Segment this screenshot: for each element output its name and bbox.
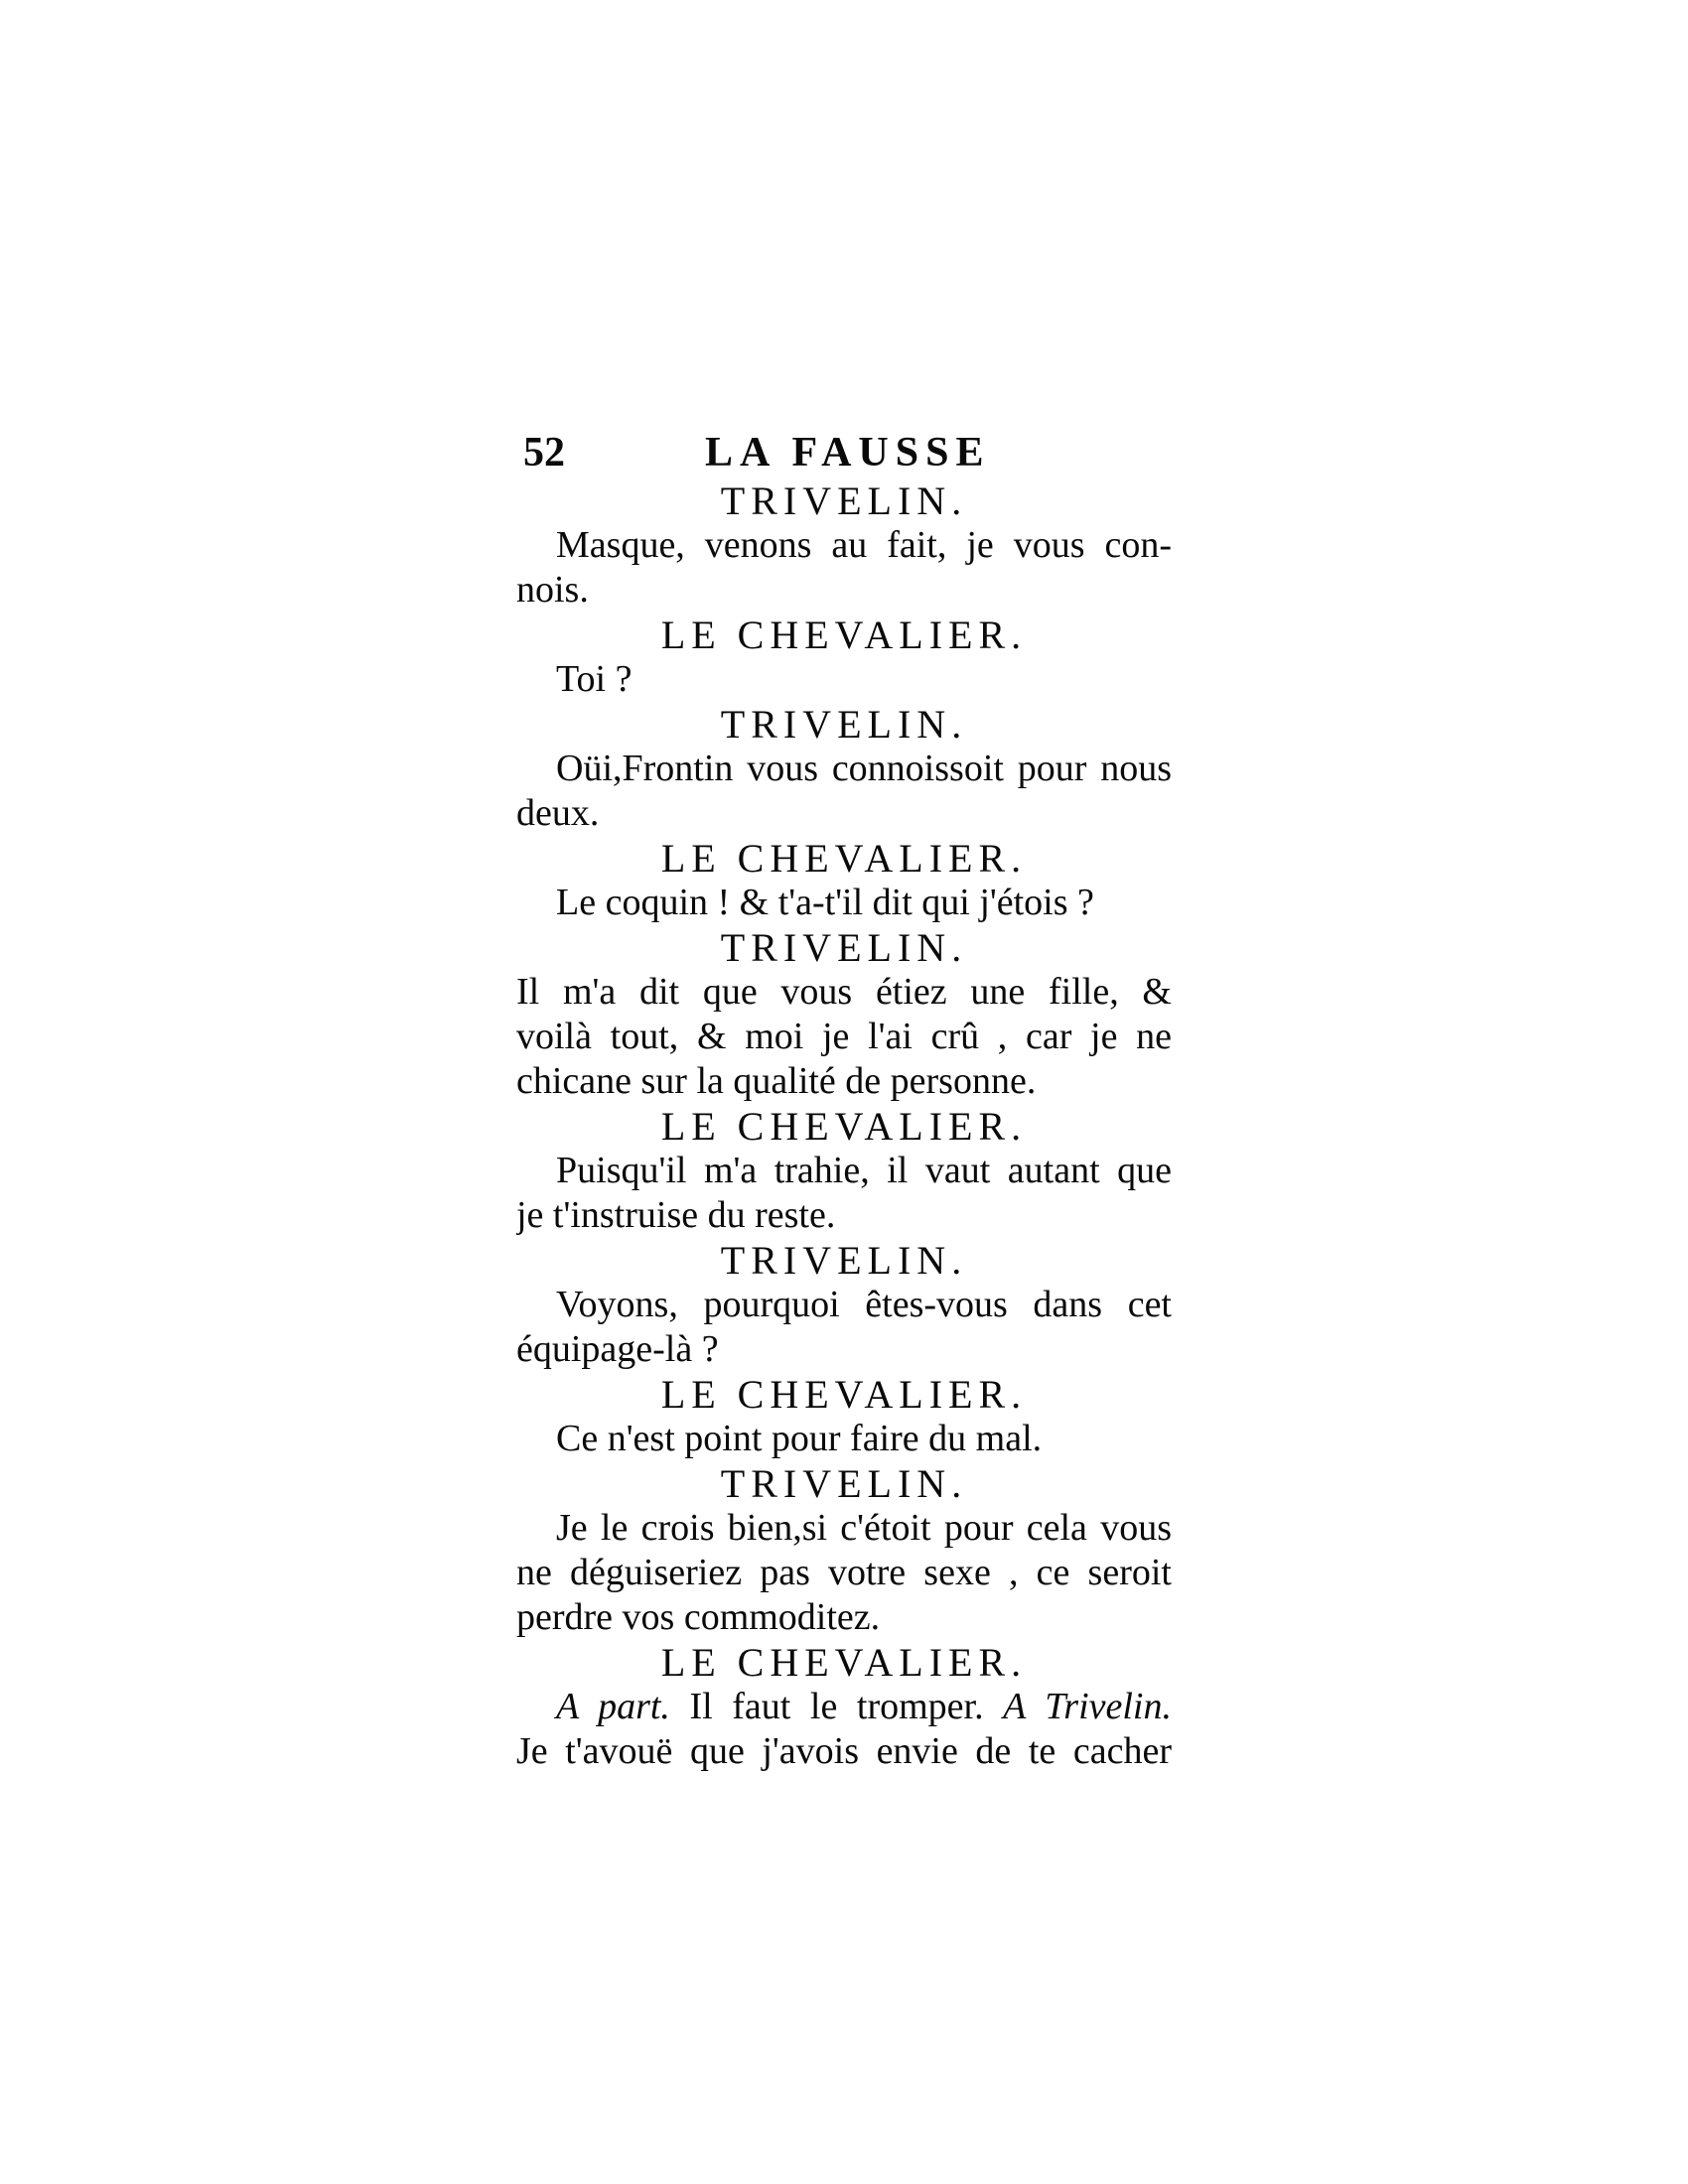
stage-direction: A Trivelin. [1003, 1686, 1172, 1727]
speech-line: perdre vos commoditez. [516, 1596, 881, 1638]
speaker-heading: LE CHEVALIER. [660, 1104, 1028, 1149]
speaker-heading: TRIVELIN. [720, 925, 968, 970]
page-header [516, 427, 1172, 478]
speech-line: Je le crois bien,si c'étoit pour cela vous [556, 1507, 1172, 1549]
speaker-heading: LE CHEVALIER. [660, 613, 1028, 657]
speech-line: Je t'avouë que j'avois envie de te cacher [516, 1730, 1172, 1772]
speech-line: équipage-là ? [516, 1328, 719, 1370]
speaker-heading: TRIVELIN. [720, 1238, 968, 1283]
speech-line [516, 1685, 1172, 1729]
running-title: LA FAUSSE [705, 430, 991, 476]
speech-line: Le coquin ! & t'a-t'il dit qui j'étois ? [556, 882, 1094, 923]
speech-line: deux. [516, 792, 600, 834]
speaker-heading: LE CHEVALIER. [660, 1372, 1028, 1417]
speech-line: Masque, venons au fait, je vous con- [556, 524, 1172, 566]
speech-line: nois. [516, 569, 589, 611]
speech-line: Il m'a dit que vous étiez une fille, & [516, 971, 1172, 1013]
stage-direction: A part. [556, 1686, 670, 1727]
speech-line: ne déguiseriez pas votre sexe , ce seroit [516, 1552, 1172, 1593]
speech-line: Voyons, pourquoi êtes-vous dans cet [556, 1284, 1172, 1325]
speech-line: je t'instruise du reste. [516, 1194, 836, 1236]
page-text-block [516, 427, 1172, 1774]
speaker-heading: LE CHEVALIER. [660, 836, 1028, 881]
speech-text: Il faut le tromper. [669, 1686, 1004, 1727]
speaker-heading: TRIVELIN. [720, 702, 968, 747]
speech-line: Ce n'est point pour faire du mal. [556, 1418, 1043, 1459]
speech-line: Oüi,Frontin vous connoissoit pour nous [556, 748, 1172, 789]
speech-line: voilà tout, & moi je l'ai crû , car je ne [516, 1016, 1172, 1057]
speech-line: Toi ? [556, 658, 633, 700]
speaker-heading: TRIVELIN. [720, 1461, 968, 1506]
speech-line: Puisqu'il m'a trahie, il vaut autant que [556, 1150, 1172, 1191]
speaker-heading: TRIVELIN. [720, 478, 968, 523]
speech-line: chicane sur la qualité de personne. [516, 1060, 1037, 1102]
speaker-heading: LE CHEVALIER. [660, 1640, 1028, 1685]
page-number: 52 [523, 430, 565, 476]
